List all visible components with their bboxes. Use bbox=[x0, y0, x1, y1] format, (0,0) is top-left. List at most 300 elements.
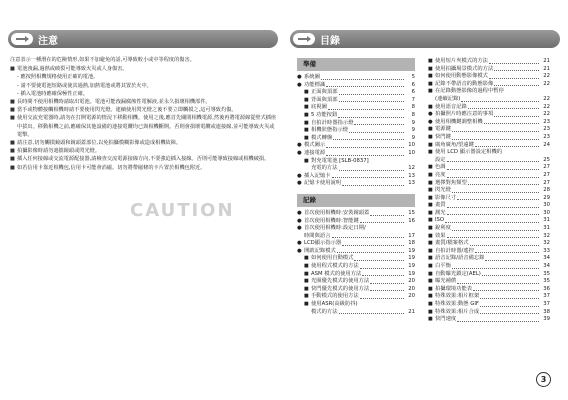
toc-entry-label: 特殊效果:動態 GIF bbox=[435, 301, 479, 307]
toc-entry[interactable] bbox=[428, 180, 550, 188]
bullet-icon: ■ bbox=[428, 171, 433, 178]
bullet-icon: ■ bbox=[428, 285, 433, 292]
toc-entry-page: 15 bbox=[408, 209, 415, 216]
caution-note bbox=[10, 106, 278, 114]
dot-leader bbox=[494, 85, 539, 86]
toc-entry-label: 功能標識 bbox=[304, 81, 326, 88]
toc-entry-page: 34 bbox=[543, 255, 550, 262]
bullet-icon: ■ bbox=[304, 255, 309, 262]
toc-entry-label: 插入記憶卡 bbox=[304, 172, 331, 179]
toc-entry-label: 首次使用相機時:設定日期/ bbox=[304, 225, 366, 232]
bullet-icon: ■ bbox=[10, 140, 15, 147]
toc-entry-label: 快門鍵 bbox=[435, 133, 451, 140]
bullet-icon: ■ bbox=[304, 270, 309, 277]
toc-entry-page: 10 bbox=[408, 142, 415, 149]
dot-leader bbox=[339, 101, 405, 102]
toc-entry-label: 拍攝照片時應注意的事項 bbox=[435, 111, 494, 118]
dot-leader bbox=[326, 147, 404, 148]
dot-leader bbox=[494, 116, 539, 117]
bullet-icon: ■ bbox=[428, 103, 433, 110]
dot-leader bbox=[332, 237, 405, 238]
toc-entry-label: 測光 bbox=[435, 209, 446, 216]
toc-entry-label: 自拍計時器指示燈 bbox=[311, 119, 354, 126]
toc-entry-label: 模式的方法 bbox=[311, 308, 338, 315]
dot-leader bbox=[360, 222, 404, 223]
dot-leader bbox=[354, 260, 404, 261]
toc-entry-page: 19 bbox=[408, 255, 415, 262]
toc-entry[interactable] bbox=[297, 263, 415, 271]
toc-entry-label: 正面與頂部 bbox=[311, 89, 338, 96]
toc-entry-label: 自動曝光鎖定(AEL) bbox=[435, 270, 481, 277]
bullet-icon: ■ bbox=[10, 148, 15, 155]
dot-leader bbox=[457, 321, 539, 322]
dot-leader bbox=[473, 290, 539, 291]
toc-entry[interactable] bbox=[297, 142, 415, 150]
dot-leader bbox=[326, 155, 404, 156]
toc-entry[interactable] bbox=[428, 142, 550, 150]
toc-entry-label: 特殊效果:相片合成 bbox=[435, 308, 480, 315]
toc-entry-label: ISO bbox=[435, 217, 445, 224]
bullet-icon: ■ bbox=[428, 316, 433, 323]
bullet-icon: ■ bbox=[428, 58, 433, 64]
contents-header bbox=[290, 30, 560, 48]
toc-entry[interactable] bbox=[428, 187, 550, 195]
bullet-icon: ■ bbox=[304, 119, 309, 126]
toc-entry[interactable] bbox=[428, 202, 550, 210]
toc-column-2 bbox=[428, 58, 550, 324]
toc-entry-page: 22 bbox=[543, 103, 550, 110]
toc-entry-page: 33 bbox=[543, 247, 550, 254]
toc-entry-label: 設定 bbox=[435, 156, 446, 163]
toc-entry-page: 6 bbox=[411, 89, 415, 96]
caution-note-text: - 請不要使電池短路或使其過熱,加熱電池或將其置於火中。 bbox=[17, 82, 152, 89]
dot-leader bbox=[360, 298, 404, 299]
dot-leader bbox=[342, 185, 404, 186]
toc-entry-label: 使用語音記錄 bbox=[435, 103, 467, 110]
caution-note bbox=[10, 65, 278, 73]
bullet-icon: ■ bbox=[428, 270, 433, 277]
dot-leader bbox=[452, 192, 539, 193]
bullet-icon: ■ bbox=[10, 164, 15, 171]
dot-leader bbox=[339, 313, 405, 314]
toc-entry[interactable] bbox=[428, 157, 550, 165]
toc-entry-label: 在記錄動態影像的過程中暫停 bbox=[435, 88, 504, 95]
caution-note-text: - 插入電池時應確保極性正確。 bbox=[17, 90, 88, 97]
dot-leader bbox=[489, 63, 539, 64]
bullet-icon: ■ bbox=[304, 96, 309, 103]
toc-entry-label: 使用ASR(高級防抖) bbox=[311, 301, 358, 308]
dot-leader bbox=[468, 184, 539, 185]
toc-entry-page: 8 bbox=[411, 111, 415, 118]
toc-entry-page: 39 bbox=[543, 316, 550, 323]
toc-entry[interactable] bbox=[297, 127, 415, 135]
toc-entry-page: 23 bbox=[543, 126, 550, 133]
toc-section-heading: 記錄 bbox=[297, 194, 415, 207]
toc-entry[interactable] bbox=[297, 225, 415, 233]
toc-entry-label: 手動模式的使用方法 bbox=[311, 293, 359, 300]
toc-entry-page: 35 bbox=[543, 278, 550, 285]
toc-entry-page: 30 bbox=[543, 202, 550, 209]
toc-entry-page: 31 bbox=[543, 217, 550, 224]
bullet-icon: ■ bbox=[428, 225, 433, 232]
bullet-icon: ■ bbox=[428, 232, 433, 239]
caution-note-text: 如若信用卡靠近相機包,信用卡可能會消磁。切勿將帶磁條的卡片置於相機包附近。 bbox=[17, 164, 206, 171]
dot-leader bbox=[321, 79, 404, 80]
toc-entry-label: 底視圖 bbox=[311, 104, 327, 111]
dot-leader bbox=[447, 207, 539, 208]
bullet-icon: ■ bbox=[428, 308, 433, 315]
toc-entry-label: 5 功能按鈕 bbox=[311, 111, 338, 118]
toc-entry[interactable] bbox=[428, 164, 550, 172]
toc-entry[interactable] bbox=[428, 278, 550, 286]
bullet-icon: ■ bbox=[10, 156, 15, 163]
bullet-icon: ■ bbox=[428, 149, 433, 156]
dot-leader bbox=[370, 215, 404, 216]
toc-entry[interactable] bbox=[428, 195, 550, 203]
toc-entry-label: 特殊效果:相片框架 bbox=[435, 293, 480, 300]
caution-note bbox=[10, 139, 278, 147]
bullet-icon: ● bbox=[428, 111, 433, 118]
toc-entry-page: 20 bbox=[408, 293, 415, 300]
toc-entry[interactable] bbox=[297, 309, 415, 317]
bullet-icon: ● bbox=[297, 81, 302, 88]
caution-note bbox=[10, 98, 278, 106]
toc-entry-page: 12 bbox=[408, 165, 415, 172]
toc-entry-page: 35 bbox=[543, 270, 550, 277]
caution-notes bbox=[10, 56, 278, 172]
toc-entry[interactable] bbox=[428, 293, 550, 301]
toc-entry[interactable] bbox=[428, 73, 550, 81]
toc-entry[interactable] bbox=[428, 58, 550, 66]
caution-note-text: - 應按照相機規格使用正確的電池。 bbox=[17, 74, 99, 81]
toc-entry-page: 7 bbox=[411, 96, 415, 103]
toc-entry[interactable] bbox=[297, 89, 415, 97]
bullet-icon: ■ bbox=[428, 73, 433, 80]
caution-note-text: 請注意,切勿觸摸鏡頭和鏡頭蓋部位,以免拍攝模糊影像或造成相機故障。 bbox=[17, 140, 182, 147]
toc-entry-label: 記錄不帶語音的動態影像 bbox=[435, 80, 494, 87]
toc-entry-label: 連接電源 bbox=[304, 149, 326, 156]
toc-entry-label: 如何使用動態影像模式 bbox=[435, 73, 488, 80]
dot-leader bbox=[354, 124, 404, 125]
bullet-icon: ■ bbox=[428, 164, 433, 171]
arrow-icon bbox=[11, 33, 33, 45]
toc-entry-label: 效果 bbox=[435, 232, 446, 239]
dot-leader bbox=[333, 139, 404, 140]
toc-entry-label: 使用 LCD 顯示器設定相機的 bbox=[435, 149, 503, 156]
dot-leader bbox=[485, 260, 539, 261]
dot-leader bbox=[447, 177, 539, 178]
toc-entry-page: 10 bbox=[408, 149, 415, 156]
toc-entry-label: 拍攝環境功能表 bbox=[435, 285, 473, 292]
toc-entry-page: 22 bbox=[543, 111, 550, 118]
toc-entry-page: 9 bbox=[411, 127, 415, 134]
caution-note bbox=[10, 155, 278, 163]
bullet-icon: ■ bbox=[428, 263, 433, 270]
toc-entry-page: 31 bbox=[543, 225, 550, 232]
toc-entry[interactable] bbox=[428, 149, 550, 157]
toc-entry[interactable] bbox=[297, 278, 415, 286]
bullet-icon: ● bbox=[297, 74, 302, 80]
toc-entry-label: 模式轉盤 bbox=[311, 134, 333, 141]
toc-entry-label: 快門速度 bbox=[435, 316, 457, 323]
bullet-icon: ● bbox=[297, 209, 302, 216]
dot-leader bbox=[482, 275, 539, 276]
toc-entry-label: 相機狀態指示燈 bbox=[311, 127, 349, 134]
bullet-icon: ■ bbox=[10, 107, 15, 114]
toc-entry[interactable] bbox=[428, 240, 550, 248]
bullet-icon: ■ bbox=[428, 179, 433, 186]
toc-entry[interactable] bbox=[428, 301, 550, 309]
bullet-icon: ■ bbox=[428, 65, 433, 72]
dot-leader bbox=[480, 306, 539, 307]
toc-entry-label: 使用程式模式的方法 bbox=[311, 263, 359, 270]
dot-leader bbox=[457, 283, 539, 284]
toc-entry-page: 9 bbox=[411, 119, 415, 126]
toc-entry-page: 37 bbox=[543, 293, 550, 300]
dot-leader bbox=[326, 86, 404, 87]
dot-leader bbox=[475, 252, 539, 253]
bullet-icon: ● bbox=[428, 118, 433, 125]
toc-entry[interactable] bbox=[428, 210, 550, 218]
toc-entry[interactable] bbox=[428, 111, 550, 119]
toc-entry-label: 記憶卡使用說明 bbox=[304, 180, 342, 187]
toc-entry[interactable] bbox=[297, 180, 415, 188]
toc-entry[interactable] bbox=[297, 301, 415, 309]
bullet-icon: ■ bbox=[10, 66, 15, 73]
bullet-icon: ■ bbox=[10, 99, 15, 106]
toc-entry-label: (連續記錄) bbox=[435, 95, 461, 102]
bullet-icon: ● bbox=[297, 240, 302, 247]
caution-note-text: 電池洩漏,過熱或破裂可能導致火災或人身傷害。 bbox=[17, 66, 128, 73]
bullet-icon: ● bbox=[297, 172, 302, 179]
caution-note bbox=[10, 164, 278, 172]
bullet-icon: ■ bbox=[10, 115, 15, 122]
toc-entry-page: 36 bbox=[543, 285, 550, 292]
toc-entry-page: 13 bbox=[408, 172, 415, 179]
toc-entry-page: 13 bbox=[408, 180, 415, 187]
toc-entry-page: 37 bbox=[543, 301, 550, 307]
toc-entry[interactable] bbox=[297, 74, 415, 82]
toc-entry-label: 時間與語言 bbox=[304, 232, 331, 239]
bullet-icon: ● bbox=[297, 225, 302, 232]
bullet-icon: ● bbox=[297, 247, 302, 254]
toc-entry-label: 背面與頂部 bbox=[311, 96, 338, 103]
dot-leader bbox=[452, 131, 539, 132]
toc-entry[interactable] bbox=[428, 316, 550, 324]
toc-entry-page: 22 bbox=[543, 80, 550, 87]
toc-entry-label: 如何使用自動模式 bbox=[311, 255, 354, 262]
toc-entry-page: 17 bbox=[408, 232, 415, 239]
toc-entry[interactable] bbox=[297, 255, 415, 263]
toc-entry-label: 影像尺寸 bbox=[435, 194, 457, 201]
toc-entry[interactable] bbox=[428, 217, 550, 225]
toc-entry-label: 電源鍵 bbox=[435, 126, 451, 133]
dot-leader bbox=[480, 313, 539, 314]
bullet-icon: ■ bbox=[428, 202, 433, 209]
toc-entry[interactable] bbox=[428, 88, 550, 96]
bullet-icon: ■ bbox=[428, 293, 433, 300]
bullet-icon: ● bbox=[297, 142, 302, 149]
toc-entry[interactable] bbox=[428, 255, 550, 263]
toc-entry[interactable] bbox=[297, 158, 415, 166]
bullet-icon: ■ bbox=[428, 88, 433, 95]
toc-entry-page: 32 bbox=[543, 240, 550, 247]
toc-entry-page: 32 bbox=[543, 232, 550, 239]
dot-leader bbox=[447, 237, 539, 238]
toc-entry[interactable] bbox=[297, 240, 415, 248]
toc-entry-page: 5 bbox=[411, 74, 415, 80]
bullet-icon: ■ bbox=[304, 278, 309, 285]
caution-note bbox=[10, 82, 278, 90]
toc-entry-page: 27 bbox=[543, 171, 550, 178]
caution-intro: 注意表示一種潛在的危險情形,如果不加避免的話,可導致較小或中等程度的傷害。 bbox=[10, 57, 195, 63]
caution-watermark: CAUTION bbox=[130, 200, 235, 221]
toc-entry-label: 使用相機鍵調整相機 bbox=[435, 118, 483, 125]
caution-note bbox=[10, 73, 278, 81]
dot-leader bbox=[447, 169, 539, 170]
toc-entry-page: 22 bbox=[543, 95, 550, 102]
toc-entry-page: 29 bbox=[543, 194, 550, 201]
toc-entry-label: 對充電電池 [SLB-0837] bbox=[311, 157, 369, 164]
toc-entry[interactable] bbox=[297, 210, 415, 218]
toc-entry[interactable] bbox=[297, 165, 415, 173]
caution-note bbox=[10, 147, 278, 155]
bullet-icon: ■ bbox=[428, 240, 433, 247]
dot-leader bbox=[337, 252, 404, 253]
dot-leader bbox=[452, 139, 539, 140]
toc-entry-page: 23 bbox=[543, 133, 550, 140]
dot-leader bbox=[470, 245, 539, 246]
toc-entry-page: 6 bbox=[411, 81, 415, 88]
bullet-icon: ■ bbox=[428, 187, 433, 194]
toc-entry-page: 20 bbox=[408, 285, 415, 292]
toc-entry-page: 30 bbox=[543, 209, 550, 216]
bullet-icon: ■ bbox=[428, 194, 433, 201]
toc-entry-label: 色調 bbox=[435, 164, 446, 171]
caution-note bbox=[10, 114, 278, 139]
bullet-icon: ■ bbox=[428, 126, 433, 133]
toc-entry[interactable] bbox=[428, 225, 550, 233]
toc-column-1 bbox=[297, 58, 415, 316]
caution-note-text: 拍攝影像時請勿遮擋鏡頭或閃光燈。 bbox=[17, 148, 101, 155]
bullet-icon: ■ bbox=[428, 255, 433, 262]
dot-leader bbox=[332, 177, 405, 178]
bullet-icon: ■ bbox=[304, 301, 309, 308]
bullet-icon: ■ bbox=[428, 133, 433, 140]
dot-leader bbox=[457, 199, 539, 200]
toc-entry[interactable] bbox=[297, 104, 415, 112]
toc-entry-page: 8 bbox=[411, 104, 415, 111]
dot-leader bbox=[461, 101, 539, 102]
dot-leader bbox=[494, 70, 539, 71]
bullet-icon: ■ bbox=[428, 301, 433, 307]
toc-entry-label: 系統圖 bbox=[304, 74, 320, 80]
toc-entry-page: 19 bbox=[408, 247, 415, 254]
toc-entry[interactable] bbox=[297, 150, 415, 158]
caution-note bbox=[10, 90, 278, 98]
toc-entry-page: 27 bbox=[543, 179, 550, 186]
toc-entry-page: 21 bbox=[408, 308, 415, 315]
toc-entry[interactable] bbox=[297, 293, 415, 301]
bullet-icon: ■ bbox=[428, 217, 433, 224]
toc-entry-page: 23 bbox=[543, 118, 550, 125]
toc-entry-page: 21 bbox=[543, 65, 550, 72]
toc-entry-page: 22 bbox=[543, 73, 550, 80]
dot-leader bbox=[445, 222, 539, 223]
dot-leader bbox=[489, 78, 539, 79]
toc-entry-label: 首次使用相機時:安裝鏡頭蓋 bbox=[304, 209, 370, 216]
bullet-icon: ■ bbox=[304, 134, 309, 141]
bullet-icon: ■ bbox=[304, 285, 309, 292]
bullet-icon: ● bbox=[297, 180, 302, 187]
caution-note-text: 插入任何接線或交流電源配接器,請檢查交流電源接線方向,不要強迫插入接線。否則可能導致接線或相機破損。 bbox=[17, 156, 270, 163]
toc-entry[interactable] bbox=[428, 134, 550, 142]
toc-entry-label: 開啟記錄模式 bbox=[304, 247, 336, 254]
toc-entry-page: 9 bbox=[411, 134, 415, 141]
toc-entry-label: 模式圖示 bbox=[304, 142, 326, 149]
bullet-icon: ■ bbox=[304, 293, 309, 300]
dot-leader bbox=[447, 214, 539, 215]
toc-entry-label: 選擇對焦類型 bbox=[435, 179, 467, 186]
page-number: 3 bbox=[536, 372, 551, 387]
toc-entry-label: 快門優先模式的使用方法 bbox=[311, 285, 370, 292]
dot-leader bbox=[339, 170, 405, 171]
dot-leader bbox=[339, 94, 405, 95]
caution-note-text: 長時間不使用相機時請取出電池。電池可能洩漏腐蝕性電解液,並永久損壞相機部件。 bbox=[17, 99, 211, 106]
dot-leader bbox=[475, 146, 539, 147]
dot-leader bbox=[370, 283, 404, 284]
toc-entry-page: 38 bbox=[543, 308, 550, 315]
dot-leader bbox=[338, 117, 404, 118]
toc-entry-page: 16 bbox=[408, 217, 415, 224]
toc-entry[interactable] bbox=[428, 96, 550, 104]
bullet-icon: ● bbox=[297, 149, 302, 156]
caution-note-text: 使用交流充電器時,請勿在打開電源的情況下移動相機。使用之後,應首先關閉相機電源,然後再將電源線從壁式插座中拔出。移動相機之前,應確保其他設備的連接電纜均已與相機斷開。否則會損壞電纜或連接線,並可能導致火災或電擊。 bbox=[17, 115, 277, 138]
caution-note-text: 當手或物體接觸相機時請不要使用閃光燈。連續使用閃光燈之後不要立即觸摸之,這可導致灼傷。 bbox=[17, 107, 237, 114]
bullet-icon: ■ bbox=[304, 89, 309, 96]
toc-entry[interactable] bbox=[428, 172, 550, 180]
toc-entry-page: 19 bbox=[408, 263, 415, 270]
bullet-icon: ■ bbox=[304, 127, 309, 134]
toc-entry-page: 25 bbox=[543, 156, 550, 163]
toc-entry-label: 充電的方法 bbox=[311, 165, 338, 172]
dot-leader bbox=[360, 268, 404, 269]
dot-leader bbox=[328, 109, 404, 110]
toc-entry[interactable] bbox=[428, 126, 550, 134]
bullet-icon: ■ bbox=[304, 263, 309, 270]
caution-title: 注意 bbox=[38, 36, 58, 47]
bullet-icon: ■ bbox=[428, 141, 433, 148]
toc-entry-page: 34 bbox=[543, 263, 550, 270]
dot-leader bbox=[370, 290, 404, 291]
dot-leader bbox=[452, 230, 539, 231]
dot-leader bbox=[484, 123, 539, 124]
dot-leader bbox=[362, 275, 404, 276]
toc-entry-label: 自拍計時器/遙控 bbox=[435, 247, 474, 254]
caution-header bbox=[8, 30, 278, 48]
dot-leader bbox=[447, 161, 539, 162]
toc-entry-page: 19 bbox=[408, 270, 415, 277]
toc-entry[interactable] bbox=[297, 112, 415, 120]
toc-entry-label: 曝光補償 bbox=[435, 278, 457, 285]
toc-entry[interactable] bbox=[297, 218, 415, 226]
dot-leader bbox=[452, 268, 539, 269]
toc-entry-label: 使用拍攝場景模式的方法 bbox=[435, 65, 494, 72]
toc-entry-page: 27 bbox=[543, 164, 550, 171]
toc-entry-label: 首次使用相機時:智能鍵 bbox=[304, 217, 359, 224]
bullet-icon: ■ bbox=[428, 80, 433, 87]
toc-entry[interactable] bbox=[428, 263, 550, 271]
